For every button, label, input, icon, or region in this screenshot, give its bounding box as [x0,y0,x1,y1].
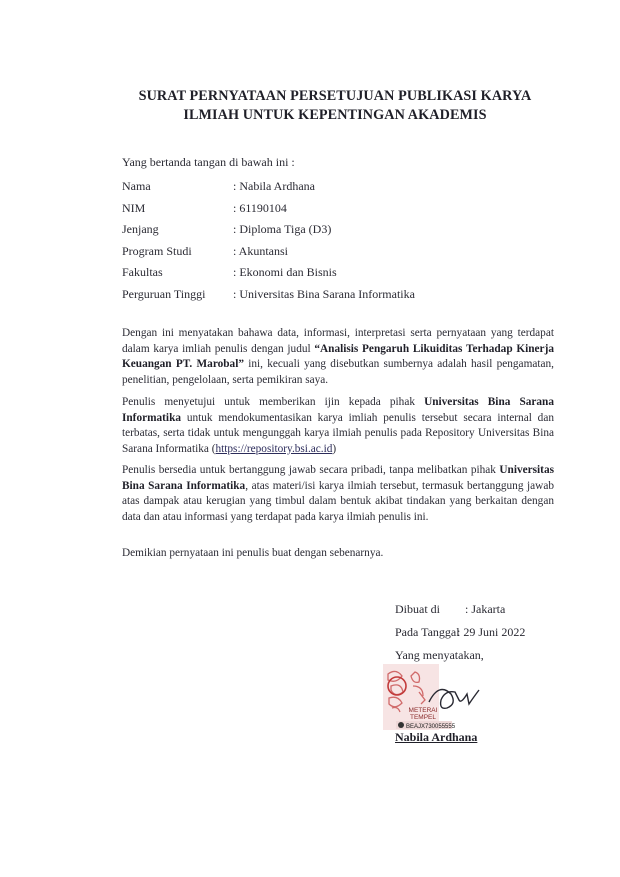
university-name: Universitas Bina Sarana Informatika [122,464,554,492]
field-value: : Nabila Ardhana [233,179,315,194]
title-line-2: ILMIAH UNTUK KEPENTINGAN AKADEMIS [183,107,487,123]
thesis-title: “Analisis Pengaruh Likuiditas Terhadap Kinerja Keuangan PT. Marobal” [122,342,554,371]
paragraph-responsibility [122,463,554,525]
field-label: Fakultas [122,265,163,280]
intro-text: Yang bertanda tangan di bawah ini : [122,155,295,169]
signatory-name: Nabila Ardhana [395,730,478,744]
identity-fields [122,176,415,305]
field-label: Nama [122,179,151,194]
paragraph-declaration [122,326,554,388]
paragraph-text: , atas materi/isi karya ilmiah tersebut, termasuk bertanggung jawab atas dampak atau kerugian yang timbul dalam bentuk akibat tindakan yang berkaitan dengan data dan atau informasi yang terdapat pada karya ilmiah penulis ini. [122,479,554,523]
field-label: Jenjang [122,222,159,237]
signature-block [395,598,525,667]
field-row-jenjang [122,219,415,241]
field-row-nama [122,176,415,198]
field-value: : Akuntansi [233,243,289,258]
signature-closing: Yang menyatakan, [395,648,484,662]
paragraph-closing: Demikian pernyataan ini penulis buat dengan sebenarnya. [122,547,384,559]
field-value: : 61190104 [233,200,287,215]
stamp-tempel-text: TEMPEL [409,714,437,721]
field-value: : Ekonomi dan Bisnis [233,265,337,280]
paragraph-text: ) [332,442,337,455]
field-row-perguruan-tinggi [122,284,415,306]
field-row-program-studi [122,241,415,263]
paragraph-text: Penulis menyetujui untuk memberikan ijin kepada pihak [122,396,425,408]
date-value: : 29 Juni 2022 [457,625,526,639]
paragraph-text: untuk mendokumentasikan karya imliah penulis tersebut secara internal dan terbatas, serta tidak untuk mengunggah karya ilmiah penulis pada Repository Universitas Bina Sarana Informatika ( [122,411,554,455]
paragraph-text: Dengan ini menyatakan bahawa data, informasi, interpretasi serta pernyataan yang terdapat dalam karya imliah penulis dengan judul [122,327,554,355]
field-value: : Universitas Bina Sarana Informatika [233,286,415,301]
field-row-fakultas [122,262,415,284]
title-line-1: SURAT PERNYATAAN PERSETUJUAN PUBLIKASI KARYA [138,88,532,104]
document-title [100,87,570,125]
stamp-and-signature [383,664,483,730]
paragraph-permission [122,395,554,457]
stamp-serial: BEAJX730055555 [406,724,456,730]
signature-date-row [395,621,525,644]
paragraph-text: ini, kecuali yang disebutkan sumbernya adalah hasil pengamatan, penelitian, pengelolaan, serta pemikiran saya. [122,358,554,386]
field-row-nim [122,198,415,220]
university-name: Universitas Bina Sarana Informatika [122,396,554,424]
field-value: : Diploma Tiga (D3) [233,222,332,237]
stamp-serial-dot [398,722,404,728]
signature-city-row [395,598,525,621]
city-label: Dibuat di [395,602,440,616]
repository-link[interactable]: https://repository.bsi.ac.id [215,442,333,455]
city-value: : Jakarta [465,602,506,616]
date-label: Pada Tanggal [395,625,460,639]
field-label: Program Studi [122,243,192,258]
paragraph-text: Penulis bersedia untuk bertanggung jawab secara pribadi, tanpa melibatkan pihak [122,464,500,476]
field-label: Perguruan Tinggi [122,286,206,301]
field-label: NIM [122,200,146,215]
stamp-meterai-text: METERAI [408,707,438,714]
